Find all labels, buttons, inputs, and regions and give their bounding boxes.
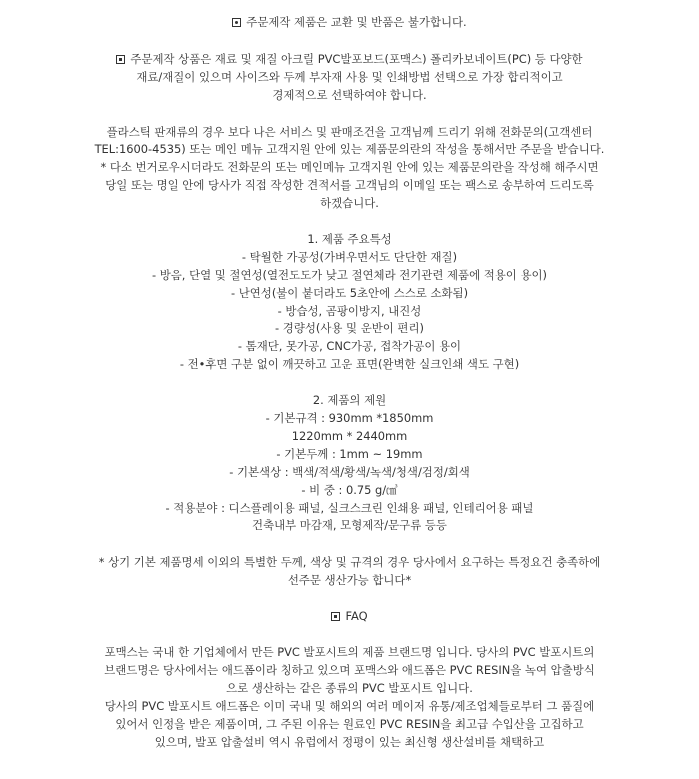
contact-line: TEL:1600-4535) 또는 메인 메뉴 고객지원 안에 있는 제품문의란의 작성을 통해서만 주문을 받습니다. (94, 142, 605, 156)
feature-item: - 경량성(사용 및 운반이 편리) (275, 321, 424, 335)
spec-item: - 비 중 : 0.75 g/㎤ (301, 483, 398, 497)
faq-heading (0, 608, 699, 625)
faq-line: 으로 생산하는 같은 종류의 PVC 발포시트 입니다. (226, 681, 473, 695)
custom-order-line: 선주문 생산가능 합니다* (287, 573, 412, 587)
faq-title: FAQ (345, 609, 368, 623)
faq-line: 포맥스는 국내 한 기업체에서 만든 PVC 발포시트의 제품 브랜드명 입니다. 당사의 PVC 발포시트의 (104, 645, 595, 659)
spec-item: - 기본색상 : 백색/적색/황색/녹색/청색/검정/회색 (229, 465, 470, 479)
specs-title: 2. 제품의 제원 (312, 393, 387, 407)
intro-line: 경제적으로 선택하여야 합니다. (272, 88, 427, 102)
contact-line: 당일 또는 명일 안에 당사가 직접 작성한 견적서를 고객님의 이메일 또는 팩스로 송부하여 드리도록 (105, 178, 594, 192)
spec-item: 1220mm * 2440mm (291, 429, 408, 443)
square-bullet-icon (331, 612, 340, 621)
features-title: 1. 제품 주요특성 (307, 232, 392, 246)
spec-item: 건축내부 마감재, 모형제작/문구류 등등 (252, 518, 447, 532)
feature-item: - 전•후면 구분 없이 깨끗하고 고운 표면(완벽한 실크인쇄 색도 구현) (179, 357, 520, 371)
contact-line: 플라스틱 판재류의 경우 보다 나은 서비스 및 판매조건을 고객님께 드리기 위해 전화문의(고객센터 (106, 125, 593, 139)
custom-order-line: * 상기 기본 제품명세 이외의 특별한 두께, 색상 및 규격의 경우 당사에서 요구하는 특정요건 충족하에 (98, 555, 601, 569)
intro-line: 재료/재질이 있으며 사이즈와 두께 부자재 사용 및 인쇄방법 선택으로 가장 합리적이고 (136, 70, 563, 84)
feature-item: - 난연성(불이 붙더라도 5초안에 스스로 소화됨) (230, 286, 469, 300)
spec-item: - 기본두께 : 1mm ~ 19mm (276, 447, 423, 461)
feature-item: - 방습성, 곰팡이방지, 내진성 (277, 304, 422, 318)
faq-line: 있어서 인정을 받은 제품이며, 그 주된 이유는 원료인 PVC RESIN을 최고급 수입산을 고집하고 (115, 717, 584, 731)
spec-item: - 기본규격 : 930mm *1850mm (265, 411, 434, 425)
intro-text: 주문제작 상품은 재료 및 재질 아크릴 PVC발포보드(포맥스) 폴리카보네이트(PC) 등 다양한 (130, 52, 583, 66)
radio-bullet-icon (232, 18, 241, 27)
notice-text: 주문제작 제품은 교환 및 반품은 불가합니다. (246, 15, 467, 29)
feature-item: - 방음, 단열 및 절연성(열전도도가 낮고 절연체라 전기관련 제품에 적용이 용이) (151, 268, 547, 282)
feature-item: - 탁월한 가공성(가벼우면서도 단단한 재질) (241, 250, 458, 264)
contact-line: 하겠습니다. (320, 196, 379, 210)
faq-line: 있으며, 발포 압출설비 역시 유럽에서 정평이 있는 최신형 생산설비를 채택하고 (154, 735, 545, 749)
intro-line (0, 51, 699, 68)
faq-line: 당사의 PVC 발포시트 애드폼은 이미 국내 및 해외의 여러 메이저 유통/제조업체들로부터 그 품질에 (104, 699, 595, 713)
contact-line: * 다소 번거로우시더라도 전화문의 또는 메인메뉴 고객지원 안에 있는 제품문의란을 작성해 해주시면 (100, 160, 599, 174)
square-bullet-icon (116, 55, 125, 64)
spec-item: - 적용분야 : 디스플레이용 패널, 실크스크린 인쇄용 패널, 인테리어용 패널 (165, 501, 534, 515)
feature-item: - 톰재단, 못가공, CNC가공, 접착가공이 용이 (237, 339, 462, 353)
notice-line (0, 14, 699, 31)
faq-line: 브랜드명은 당사에서는 애드폼이라 칭하고 있으며 포맥스와 애드폼은 PVC RESIN을 녹여 압출방식 (104, 663, 595, 677)
